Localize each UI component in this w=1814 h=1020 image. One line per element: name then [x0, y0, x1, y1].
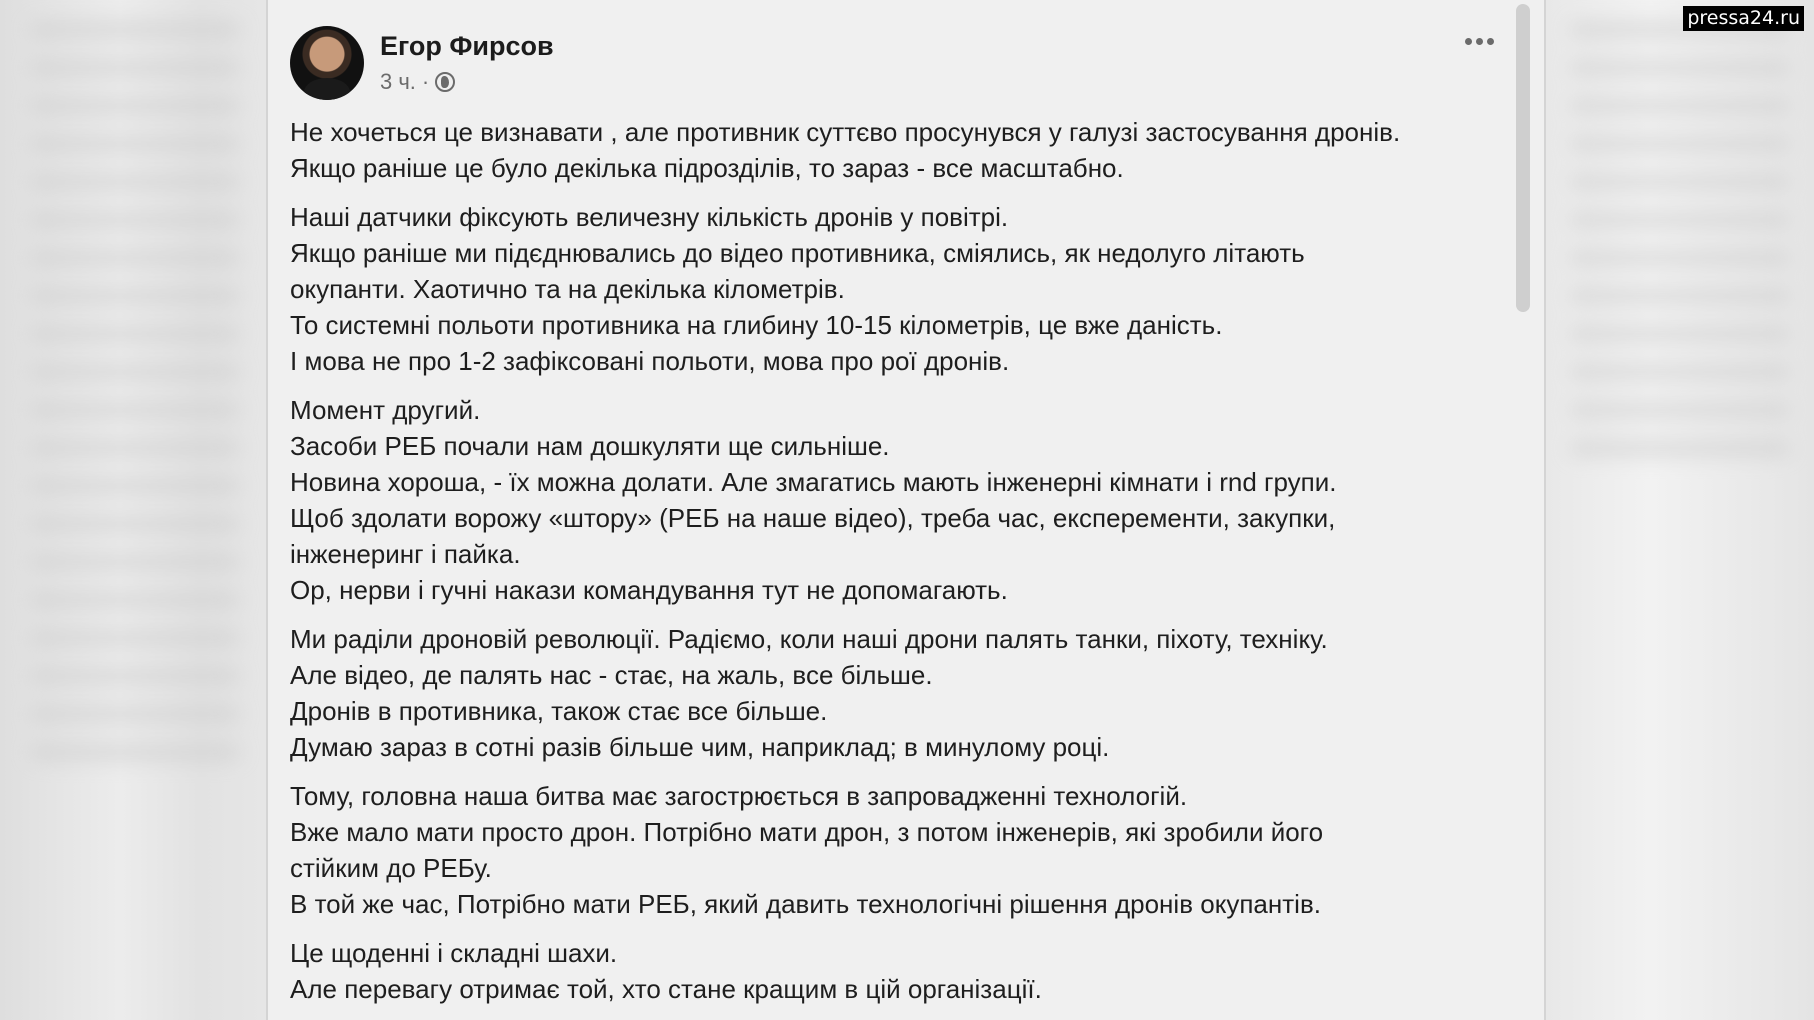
blur-line: [1570, 364, 1790, 380]
site-watermark: pressa24.ru: [1683, 6, 1804, 31]
text-line: Якщо раніше ми підєднювались до відео противника, сміялись, як недолуго літають: [290, 238, 1305, 268]
blur-line: [1570, 60, 1790, 76]
blur-line: [30, 288, 240, 304]
blur-line: [30, 136, 240, 152]
text-line: Ми раділи дроновій революції. Радіємо, коли наші дрони палять танки, піхоту, техніку.: [290, 624, 1328, 654]
post-card: [266, 0, 1546, 1020]
more-options-icon[interactable]: [1465, 38, 1494, 45]
text-line: Але перевагу отримає той, хто стане кращим в цій організації.: [290, 974, 1042, 1004]
blur-line: [30, 250, 240, 266]
text-line: Дронів в противника, також стає все більше.: [290, 696, 828, 726]
blur-line: [30, 22, 240, 38]
blur-line: [30, 402, 240, 418]
paragraph-2: [290, 199, 1520, 379]
paragraph-4: [290, 621, 1520, 765]
blur-line: [30, 98, 240, 114]
blur-line: [30, 668, 240, 684]
blur-line: [1570, 98, 1790, 114]
text-line: То системні польоти противника на глибину 10-15 кілометрів, це вже даність.: [290, 310, 1223, 340]
blurred-background-left: [20, 0, 250, 1020]
globe-icon[interactable]: [435, 72, 455, 92]
blur-line: [1570, 288, 1790, 304]
post-header: [290, 26, 554, 100]
dot: [1487, 38, 1494, 45]
text-line: Думаю зараз в сотні разів більше чим, наприклад; в минулому році.: [290, 732, 1110, 762]
blur-line: [30, 554, 240, 570]
blur-line: [30, 364, 240, 380]
blur-line: [30, 706, 240, 722]
text-line: Наші датчики фіксують величезну кількість дронів у повітрі.: [290, 202, 1009, 232]
dot: [1476, 38, 1483, 45]
blur-line: [30, 60, 240, 76]
blur-line: [1570, 250, 1790, 266]
post-time[interactable]: 3 ч.: [380, 69, 416, 94]
text-line: Не хочеться це визнавати , але противник суттєво просунувся у галузі застосування дронів.: [290, 117, 1401, 147]
paragraph-3: [290, 392, 1520, 608]
paragraph-6: [290, 935, 1520, 1007]
text-line: Засоби РЕБ почали нам дошкуляти ще сильніше.: [290, 431, 890, 461]
text-line: Це щоденні і складні шахи.: [290, 938, 618, 968]
blur-line: [30, 478, 240, 494]
meta-separator: ·: [421, 69, 430, 94]
text-line: І мова не про 1-2 зафіксовані польоти, мова про рої дронів.: [290, 346, 1010, 376]
text-line: Новина хороша, - їх можна долати. Але змагатись мають інженерні кімнати і rnd групи.: [290, 467, 1337, 497]
text-line: Щоб здолати ворожу «штору» (РЕБ на наше відео), треба час, експеременти, закупки,: [290, 503, 1336, 533]
text-line: Тому, головна наша битва має загострюється в запровадженні технологій.: [290, 781, 1188, 811]
text-line: Момент другий.: [290, 395, 481, 425]
paragraph-5: [290, 778, 1520, 922]
blur-line: [30, 212, 240, 228]
blur-line: [1570, 440, 1790, 456]
text-line: інженеринг і пайка.: [290, 539, 521, 569]
blur-line: [30, 174, 240, 190]
blur-line: [30, 592, 240, 608]
blur-line: [1570, 326, 1790, 342]
text-line: Вже мало мати просто дрон. Потрібно мати дрон, з потом інженерів, які зробили його: [290, 817, 1324, 847]
blur-line: [30, 326, 240, 342]
text-line: Якщо раніше це було декілька підрозділів, то зараз - все масштабно.: [290, 153, 1124, 183]
blur-line: [1570, 402, 1790, 418]
blur-line: [1570, 136, 1790, 152]
blur-line: [30, 440, 240, 456]
author-name[interactable]: Егор Фирсов: [380, 31, 554, 61]
text-line: В той же час, Потрібно мати РЕБ, який давить технологічні рішення дронів окупантів.: [290, 889, 1321, 919]
text-line: окупанти. Хаотично та на декілька кілометрів.: [290, 274, 845, 304]
text-line: стійким до РЕБу.: [290, 853, 492, 883]
blur-line: [30, 516, 240, 532]
blur-line: [1570, 174, 1790, 190]
post-text: [290, 114, 1520, 1020]
avatar[interactable]: [290, 26, 364, 100]
text-line: Але відео, де палять нас - стає, на жаль, все більше.: [290, 660, 933, 690]
paragraph-1: [290, 114, 1520, 186]
author-block: [380, 29, 554, 97]
dot: [1465, 38, 1472, 45]
blur-line: [30, 744, 240, 760]
blur-line: [1570, 212, 1790, 228]
post-meta: [380, 67, 554, 97]
blurred-background-right: [1560, 0, 1800, 1020]
blur-line: [30, 630, 240, 646]
text-line: Ор, нерви і гучні накази командування тут не допомагають.: [290, 575, 1008, 605]
